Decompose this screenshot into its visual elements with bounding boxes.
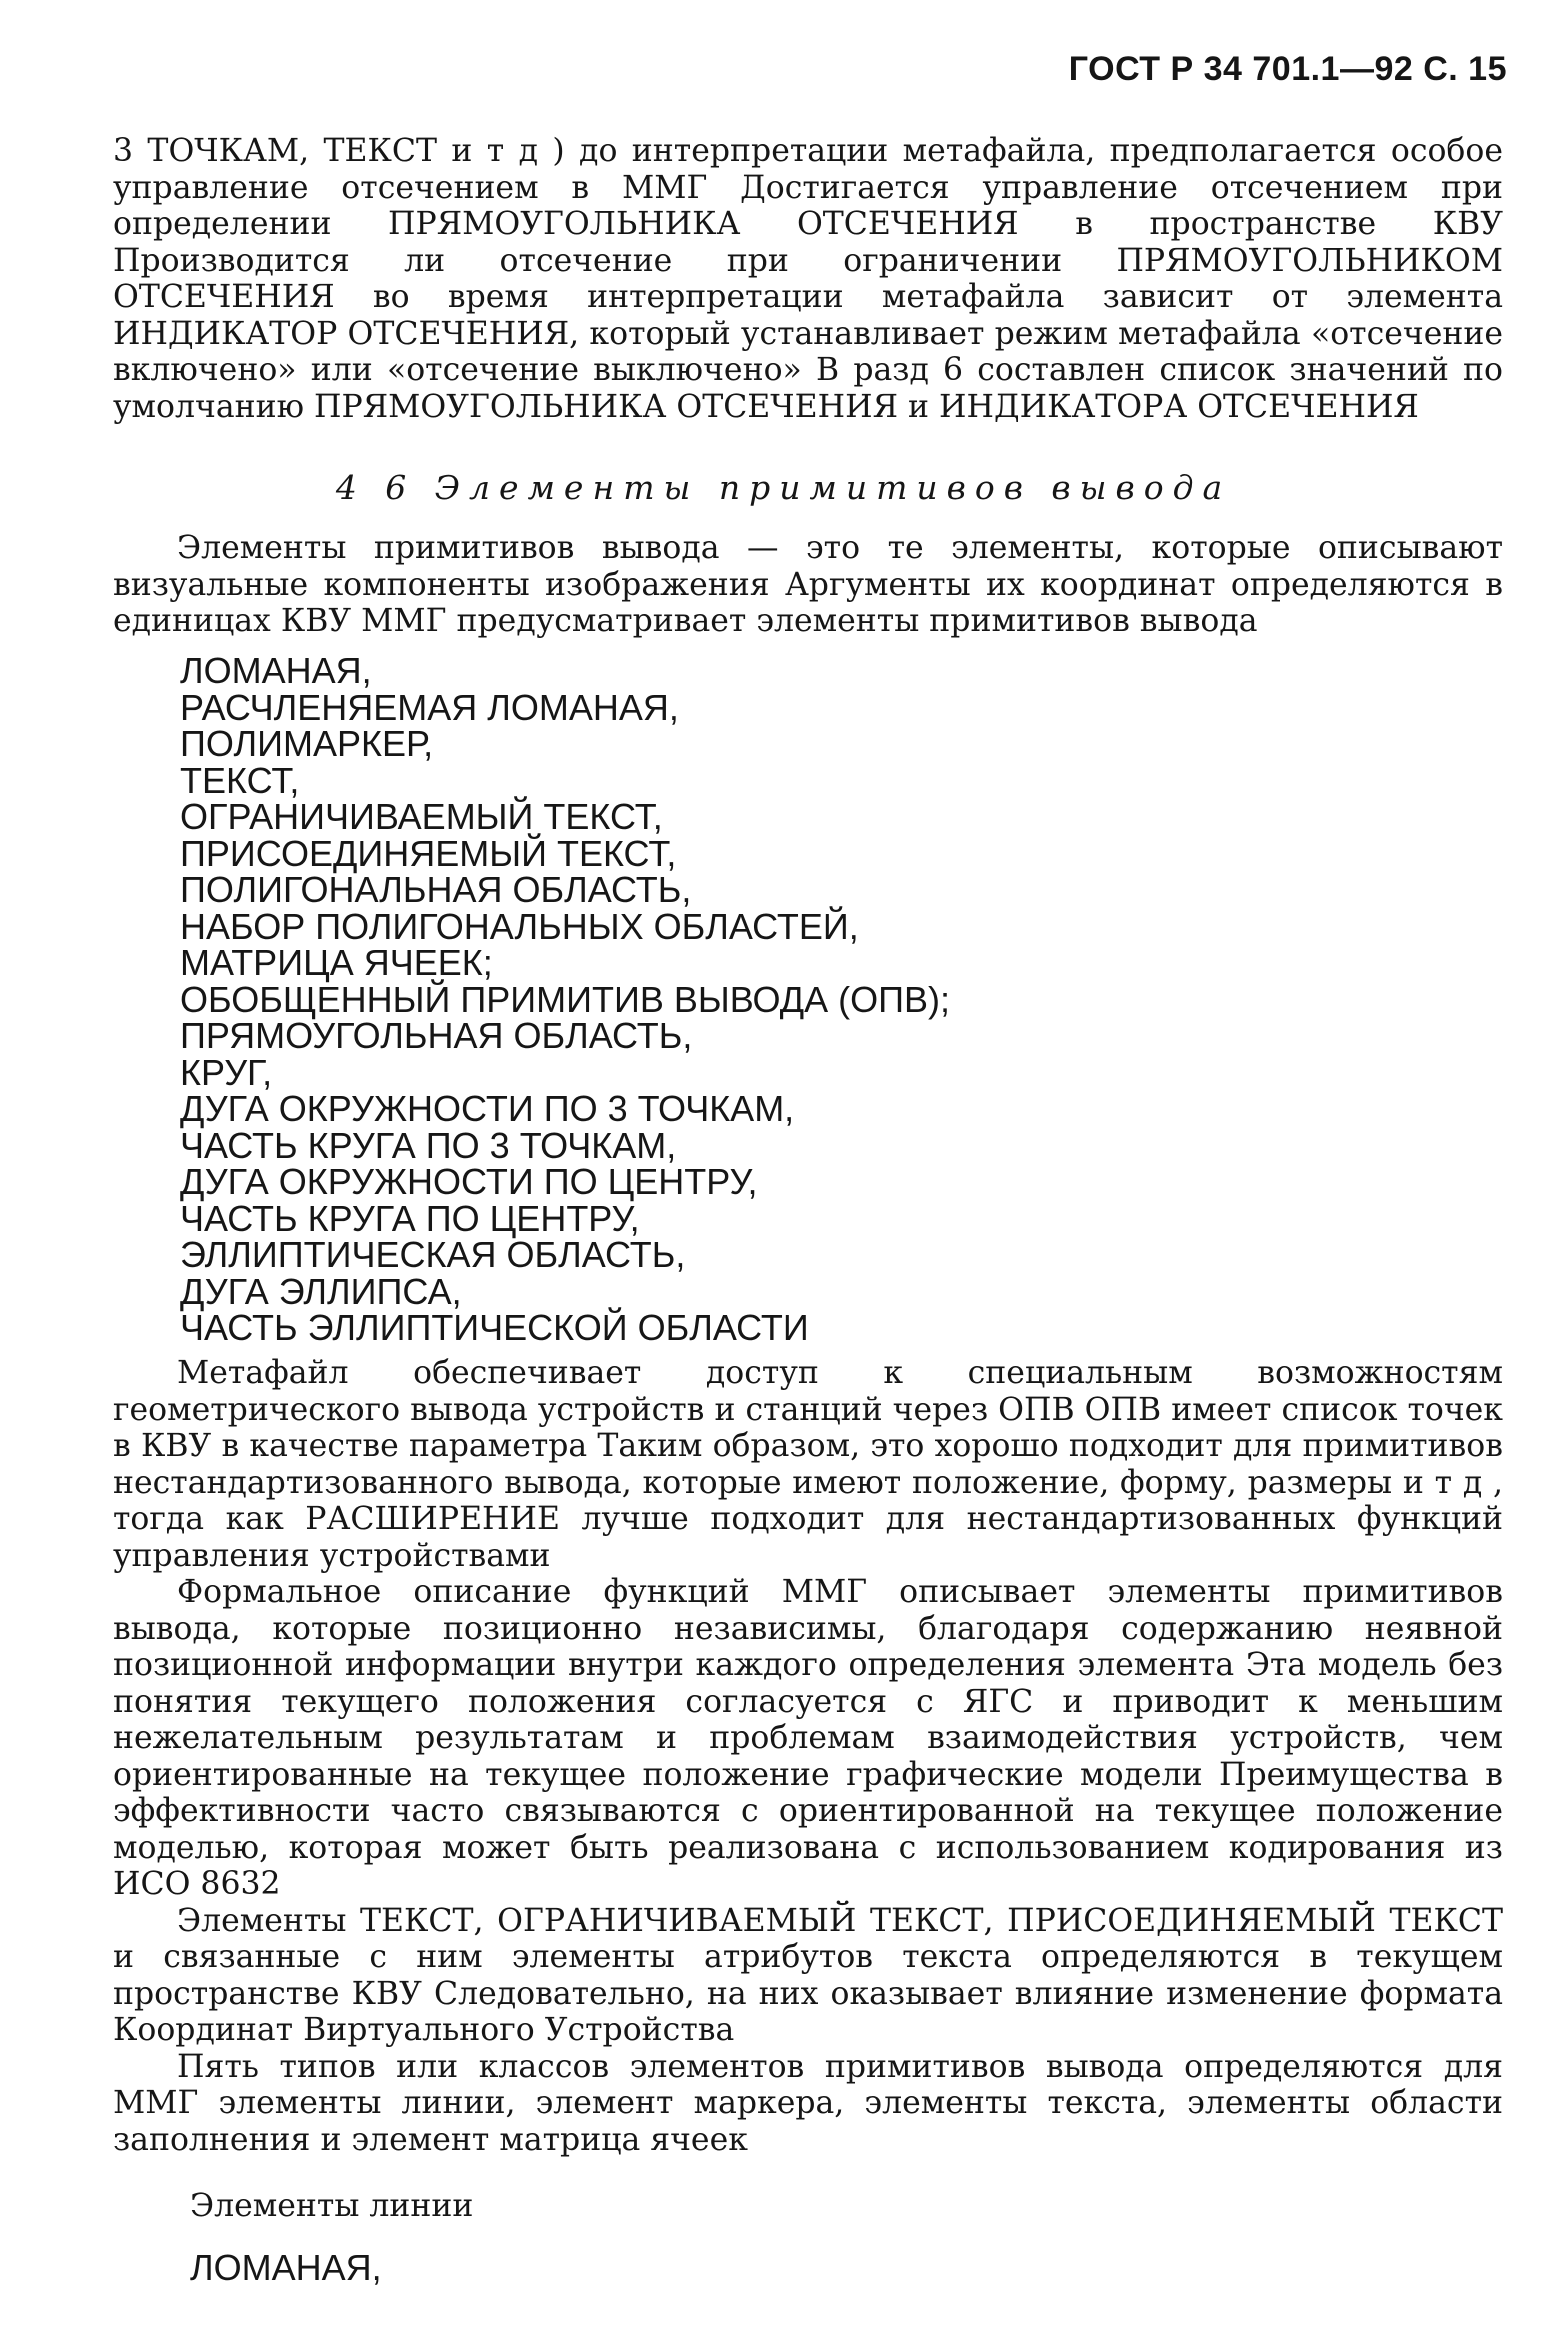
list-item: ЧАСТЬ ЭЛЛИПТИЧЕСКОЙ ОБЛАСТИ [180,1307,809,1348]
list-item: ПРЯМОУГОЛЬНАЯ ОБЛАСТЬ, [180,1015,693,1056]
line-elements-first-item: ЛОМАНАЯ, [190,2247,382,2288]
running-header: ГОСТ Р 34 701.1—92 С. 15 [1068,50,1507,88]
gdp-paragraph: Метафайл обеспечивает доступ к специальным возможностям геометрического вывода устройств и станций через ОПВ ОПВ имеет список точек в КВУ в качестве параметра Таким образом, это хорошо подходит для примитивов нестандартизованного вывода, которые имеют положение, форму, размеры и т д , тогда как РАСШИРЕНИЕ лучше подходит для нестандартизованных функций управления устройствами [113,1355,1503,1574]
body-paragraphs-block [113,1355,1503,2158]
text-elements-paragraph: Элементы ТЕКСТ, ОГРАНИЧИВАЕМЫЙ ТЕКСТ, ПРИСОЕДИНЯЕМЫЙ ТЕКСТ и связанные с ним элементы атрибутов текста определяются в текущем пространстве КВУ Следовательно, на них оказывает влияние изменение формата Координат Виртуального Устройства [113,1902,1503,2048]
list-item: ЧАСТЬ КРУГА ПО 3 ТОЧКАМ, [180,1124,677,1166]
list-item: ДУГА ОКРУЖНОСТИ ПО 3 ТОЧКАМ, [180,1088,795,1129]
list-item: ЛОМАНАЯ, [180,650,372,691]
list-item: ПРИСОЕДИНЯЕМЫЙ ТЕКСТ, [180,832,677,874]
list-item: ДУГА ЭЛЛИПСА, [180,1270,462,1312]
lead-paragraph: Элементы примитивов вывода — это те элементы, которые описывают визуальные компоненты изображения Аргументы их координат определяются в единицах КВУ ММГ предусматривает элементы примитивов вывода [113,530,1503,639]
list-item: НАБОР ПОЛИГОНАЛЬНЫХ ОБЛАСТЕЙ, [180,905,859,947]
list-item: ОГРАНИЧИВАЕМЫЙ ТЕКСТ, [180,796,663,837]
list-item: ПОЛИМАРКЕР, [180,723,434,764]
list-item: ЭЛЛИПТИЧЕСКАЯ ОБЛАСТЬ, [180,1234,686,1275]
list-item: РАСЧЛЕНЯЕМАЯ ЛОМАНАЯ, [180,686,679,728]
list-item: ПОЛИГОНАЛЬНАЯ ОБЛАСТЬ, [180,869,692,910]
section-heading: 4 6 Элементы примитивов вывода [335,468,1232,507]
five-types-paragraph: Пять типов или классов элементов примитивов вывода определяются для ММГ элементы линии, элемент маркера, элементы текста, элементы области заполнения и элемент матрица ячеек [113,2048,1503,2158]
output-primitive-list [180,650,951,1348]
intro-paragraph-block [113,133,1503,425]
formal-description-paragraph: Формальное описание функций ММГ описывает элементы примитивов вывода, которые позиционно независимы, благодаря содержанию неявной позиционной информации внутри каждого определения элемента Эта модель без понятия текущего положения согласуется с ЯГС и приводит к меньшим нежелательным результатам и проблемам взаимодействия устройств, чем ориентированные на текущее положение графические модели Преимущества в эффективности часто связываются с ориентированной на текущее положение моделью, которая может быть реализована с использованием кодирования из ИСО 8632 [113,1574,1503,1902]
intro-paragraph: 3 ТОЧКАМ, ТЕКСТ и т д ) до интерпретации метафайла, предполагается особое управление отсечением в ММГ Достигается управление отсечением при определении ПРЯМОУГОЛЬНИКА ОТСЕЧЕНИЯ в пространстве КВУ Производится ли отсечение при ограничении ПРЯМОУГОЛЬНИКОМ ОТСЕЧЕНИЯ во время интерпретации метафайла зависит от элемента ИНДИКАТОР ОТСЕЧЕНИЯ, который устанавливает режим метафайла «отсечение включено» или «отсечение выключено» В разд 6 составлен список значений по умолчанию ПРЯМОУГОЛЬНИКА ОТСЕЧЕНИЯ и ИНДИКАТОРА ОТСЕЧЕНИЯ [113,133,1503,425]
line-elements-label: Элементы линии [190,2188,474,2224]
list-item: ОБОБЩЕННЫЙ ПРИМИТИВ ВЫВОДА (ОПВ); [180,978,951,1020]
list-item: МАТРИЦА ЯЧЕЕК; [180,942,493,983]
list-item: КРУГ, [180,1051,273,1093]
lead-paragraph-block [113,530,1503,640]
list-item: ТЕКСТ, [180,759,300,801]
list-item: ДУГА ОКРУЖНОСТИ ПО ЦЕНТРУ, [180,1161,758,1202]
list-item: ЧАСТЬ КРУГА ПО ЦЕНТРУ, [180,1197,640,1239]
